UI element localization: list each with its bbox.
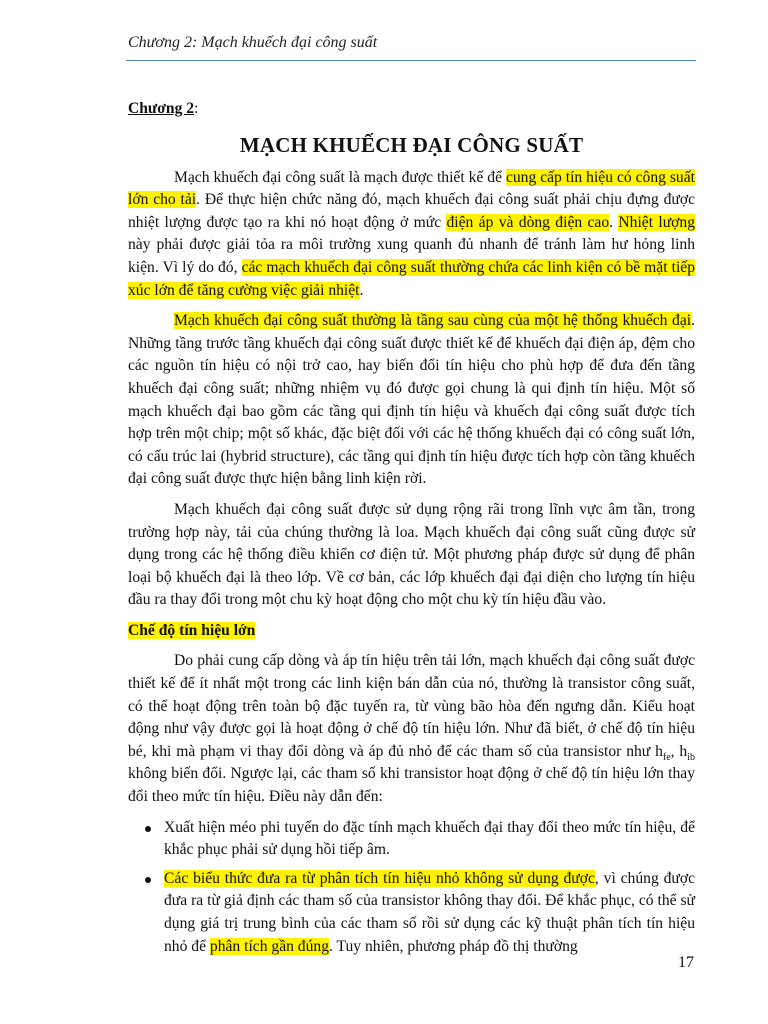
- paragraph-3: Mạch khuếch đại công suất được sử dụng rộng rãi trong lĩnh vực âm tần, trong trường hợp này, tải của chúng thường là loa. Mạch khuếch đại công suất cũng được sử dụng trong các hệ thống điều khiển cơ điện tử. Một phương pháp được sử dụng để phân loại bộ khuếch đại là theo lớp. Về cơ bản, các lớp khuếch đại đại diện cho lượng tín hiệu đầu ra thay đổi trong một chu kỳ hoạt động cho một chu kỳ tín hiệu đầu vào.: [128, 500, 695, 609]
- p1-highlight-3: Nhiệt lượng: [618, 213, 696, 231]
- bullet-dot-icon: [145, 877, 151, 883]
- p4-text-c: không biến đổi. Ngược lại, các tham số khi transistor hoạt động ở chế độ tín hiệu lớn thay đổi theo mức tín hiệu. Điều này dẫn đến:: [128, 765, 695, 806]
- p1-highlight-2: điện áp và dòng điện cao: [446, 213, 610, 231]
- bullet-2-highlight-2: phân tích gần đúng: [209, 937, 329, 955]
- chapter-label-text: Chương 2: [128, 100, 195, 117]
- section-heading: [128, 620, 695, 643]
- p1-text-c: .: [609, 213, 619, 231]
- p1-highlight-4: các mạch khuếch đại công suất thường chứa các linh kiện có bề mặt tiếp xúc lớn để tăng cường việc giải nhiệt: [128, 258, 695, 299]
- p1-text-b: . Để thực hiện chức năng đó, mạch khuếch đại công suất phải chịu đựng được nhiệt lượng được tạo ra khi nó hoạt động ở mức: [128, 191, 695, 231]
- bullet-2-text-b: . Tuy nhiên, phương pháp đồ thị thường: [329, 937, 578, 955]
- bullet-list: [128, 817, 695, 959]
- bullet-item-1: [128, 817, 695, 862]
- section-heading-text: Chế độ tín hiệu lớn: [128, 621, 256, 639]
- header-divider: [126, 60, 696, 61]
- p1-text-e: .: [359, 281, 364, 299]
- bullet-dot-icon: [145, 826, 151, 832]
- paragraph-2: [128, 310, 695, 491]
- bullet-2-highlight-1: Các biểu thức đưa ra từ phân tích tín hiệu nhỏ không sử dụng được: [164, 869, 595, 887]
- p2-highlight-1: Mạch khuếch đại công suất thường là tầng sau cùng của một hệ thống khuếch đại: [174, 312, 692, 330]
- paragraph-4: [128, 650, 695, 808]
- bullet-2-text-a: , vì chúng được đưa ra từ giả định các tham số của transistor không thay đổi. Để khắc phục, có thể sử dụng giá trị trung bình của các tham số rồi sử dụng các kỹ thuật phân tích tín hiệu nhỏ để: [164, 869, 695, 955]
- p4-subscript-ib: ib: [687, 751, 695, 763]
- p4-text-b: , h: [670, 742, 688, 760]
- bullet-item-2: [128, 868, 695, 958]
- running-header-title: Chương 2: Mạch khuếch đại công suất: [128, 34, 378, 51]
- chapter-label-colon: :: [194, 100, 199, 117]
- paragraph-1: [128, 167, 695, 303]
- p1-highlight-1: cung cấp tín hiệu có công suất lớn cho tải: [128, 168, 695, 209]
- p2-text-a: . Những tầng trước tầng khuếch đại công suất được thiết kế để khuếch đại điện áp, đệm cho các nguồn tín hiệu có nội trở cao, hay biến đổi tín hiệu cho phù hợp để đưa đến tầng khuếch đại công suất; những nhiệm vụ đó được gọi chung là qui định tín hiệu. Một số mạch khuếch đại bao gồm các tầng qui định tín hiệu và khuếch đại công suất được tích hợp trên một chip; một số khác, đặc biệt đối với các hệ thống khuếch đại có công suất lớn, có cấu trúc lai (hybrid structure), các tầng qui định tín hiệu được tích hợp còn tầng khuếch đại công suất được thực hiện bằng linh kiện rời.: [128, 312, 695, 488]
- p4-text-a: Do phải cung cấp dòng và áp tín hiệu trên tải lớn, mạch khuếch đại công suất được thiết kế để ít nhất một trong các linh kiện bán dẫn của nó, thường là transistor công suất, có thể hoạt động trên toàn bộ đặc tuyến ra, từ vùng bão hòa đến ngưng dẫn. Kiểu hoạt động như vậy được gọi là hoạt động ở chế độ tín hiệu lớn. Như đã biết, ở chế độ tín hiệu bé, khi mà phạm vi thay đổi dòng và áp đủ nhỏ để các tham số của transistor như h: [128, 652, 695, 760]
- p1-text-a: Mạch khuếch đại công suất là mạch được thiết kế để: [174, 168, 506, 186]
- page-body: [128, 98, 695, 964]
- chapter-label: [128, 98, 695, 121]
- chapter-title: MẠCH KHUẾCH ĐẠI CÔNG SUẤT: [239, 132, 584, 157]
- p1-text-d: này phải được giải tỏa ra môi trường xung quanh đủ nhanh để tránh làm hư hỏng linh kiện. Vì lý do đó,: [128, 236, 695, 276]
- bullet-1-text: Xuất hiện méo phi tuyến do đặc tính mạch khuếch đại thay đổi theo mức tín hiệu, để khắc phục phải sử dụng hồi tiếp âm.: [164, 818, 695, 859]
- p4-subscript-fe: fe: [662, 751, 671, 763]
- page-number: 17: [678, 954, 694, 971]
